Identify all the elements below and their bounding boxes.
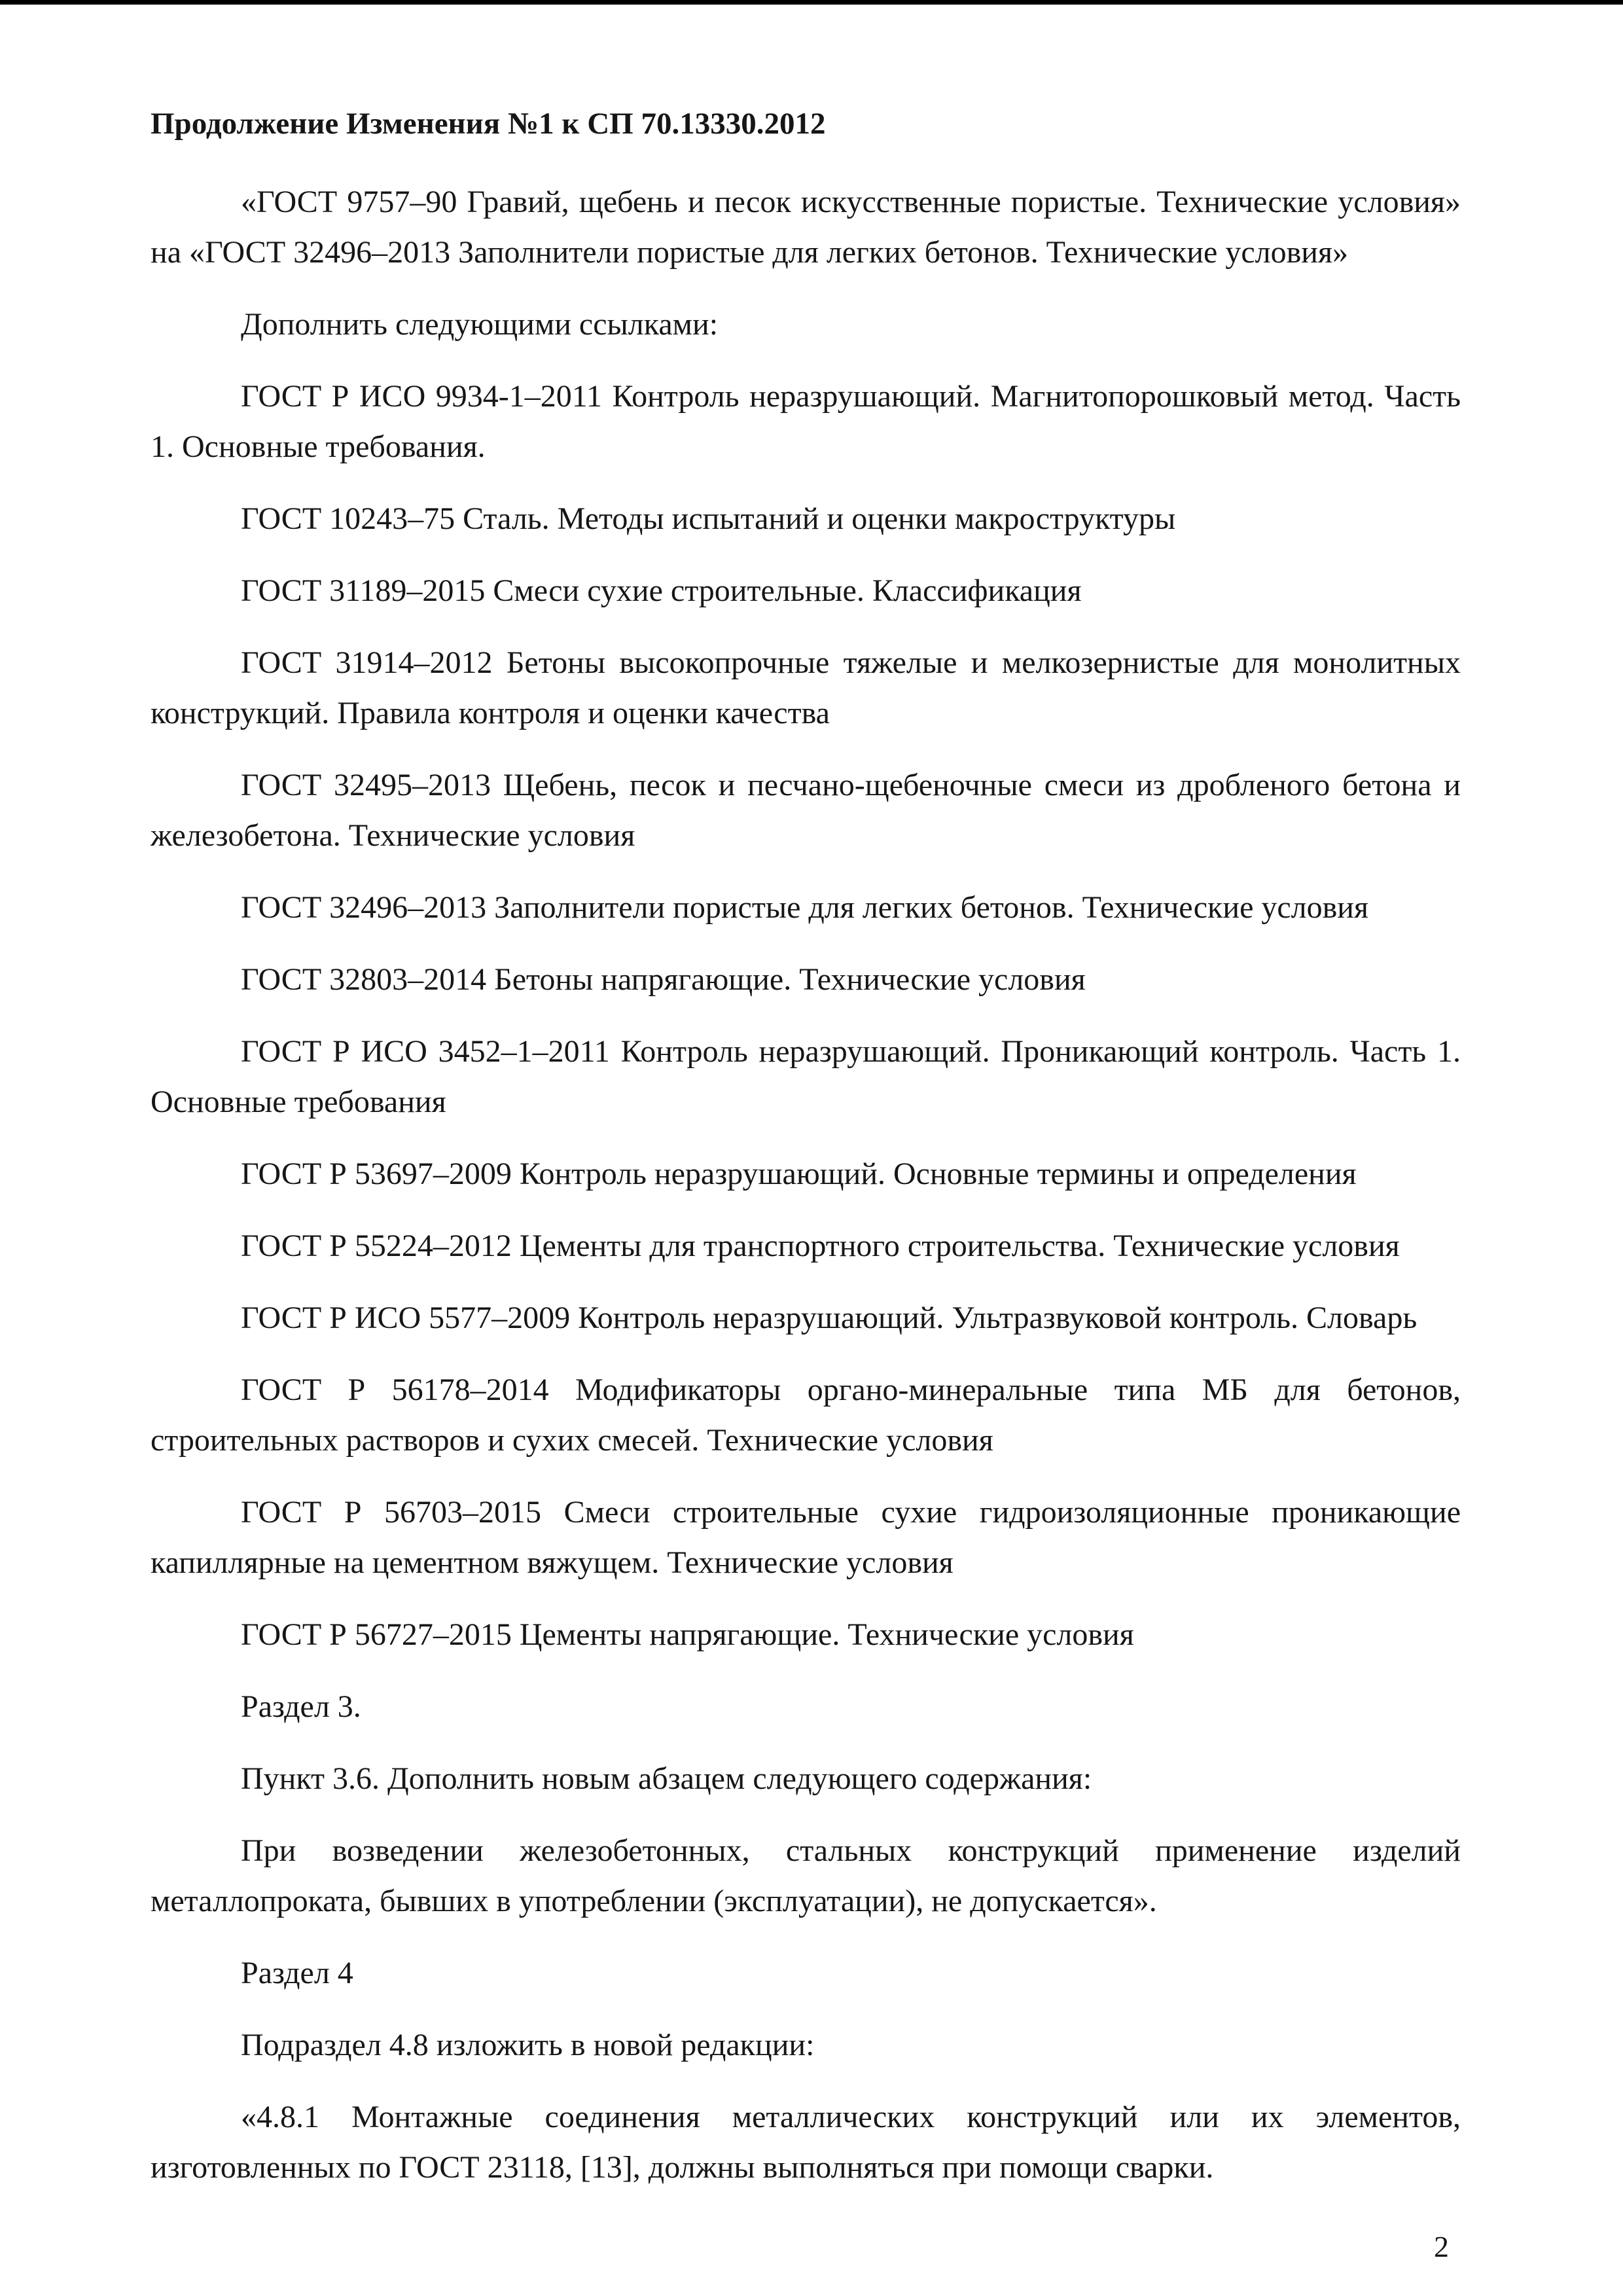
paragraph: Дополнить следующими ссылками:: [241, 307, 719, 342]
paragraph: ГОСТ 32495–2013 Щебень, песок и песчано-щебеночные смеси из дробленого бетона и железобетона. Технические условия: [151, 768, 1461, 853]
paragraph: Пункт 3.6. Дополнить новым абзацем следующего содержания:: [241, 1761, 1092, 1796]
page-number: 2: [1434, 2230, 1449, 2263]
paragraph: ГОСТ 10243–75 Сталь. Методы испытаний и оценки макроструктуры: [241, 501, 1176, 536]
paragraph: ГОСТ Р ИСО 9934-1–2011 Контроль неразрушающий. Магнитопорошковый метод. Часть 1. Основные требования.: [151, 379, 1461, 464]
paragraph: ГОСТ Р 56727–2015 Цементы напрягающие. Технические условия: [241, 1617, 1134, 1652]
paragraph: «4.8.1 Монтажные соединения металлических конструкций или их элементов, изготовленных по ГОСТ 23118, [13], должны выполняться при помощи сварки.: [151, 2100, 1461, 2185]
paragraph: Раздел 3.: [241, 1689, 361, 1724]
paragraph: ГОСТ 32496–2013 Заполнители пористые для легких бетонов. Технические условия: [241, 890, 1369, 925]
paragraph: ГОСТ 32803–2014 Бетоны напрягающие. Технические условия: [241, 962, 1086, 997]
paragraph: «ГОСТ 9757–90 Гравий, щебень и песок искусственные пористые. Технические условия» на «ГОСТ 32496–2013 Заполнители пористые для легких бетонов. Технические условия»: [151, 185, 1461, 270]
paragraph: ГОСТ Р 53697–2009 Контроль неразрушающий. Основные термины и определения: [241, 1157, 1357, 1191]
paragraph: ГОСТ Р ИСО 5577–2009 Контроль неразрушающий. Ультразвуковой контроль. Словарь: [241, 1300, 1418, 1335]
paragraph: ГОСТ Р 56178–2014 Модификаторы органо-минеральные типа МБ для бетонов, строительных растворов и сухих смесей. Технические условия: [151, 1372, 1461, 1458]
scan-edge-artifact: [0, 0, 1623, 5]
paragraph: ГОСТ Р 55224–2012 Цементы для транспортного строительства. Технические условия: [241, 1229, 1400, 1263]
paragraph: При возведении железобетонных, стальных конструкций применение изделий металлопроката, бывших в употреблении (эксплуатации), не допускается».: [151, 1833, 1461, 1918]
paragraph: ГОСТ Р ИСО 3452–1–2011 Контроль неразрушающий. Проникающий контроль. Часть 1. Основные требования: [151, 1034, 1461, 1119]
paragraph: ГОСТ Р 56703–2015 Смеси строительные сухие гидроизоляционные проникающие капиллярные на цементном вяжущем. Технические условия: [151, 1495, 1461, 1580]
paragraph: ГОСТ 31189–2015 Смеси сухие строительные. Классификация: [241, 573, 1082, 608]
page-header: Продолжение Изменения №1 к СП 70.13330.2012: [151, 107, 826, 141]
paragraph: ГОСТ 31914–2012 Бетоны высокопрочные тяжелые и мелкозернистые для монолитных конструкций. Правила контроля и оценки качества: [151, 645, 1461, 730]
paragraph: Подраздел 4.8 изложить в новой редакции:: [241, 2028, 815, 2062]
paragraph: Раздел 4: [241, 1956, 353, 1990]
